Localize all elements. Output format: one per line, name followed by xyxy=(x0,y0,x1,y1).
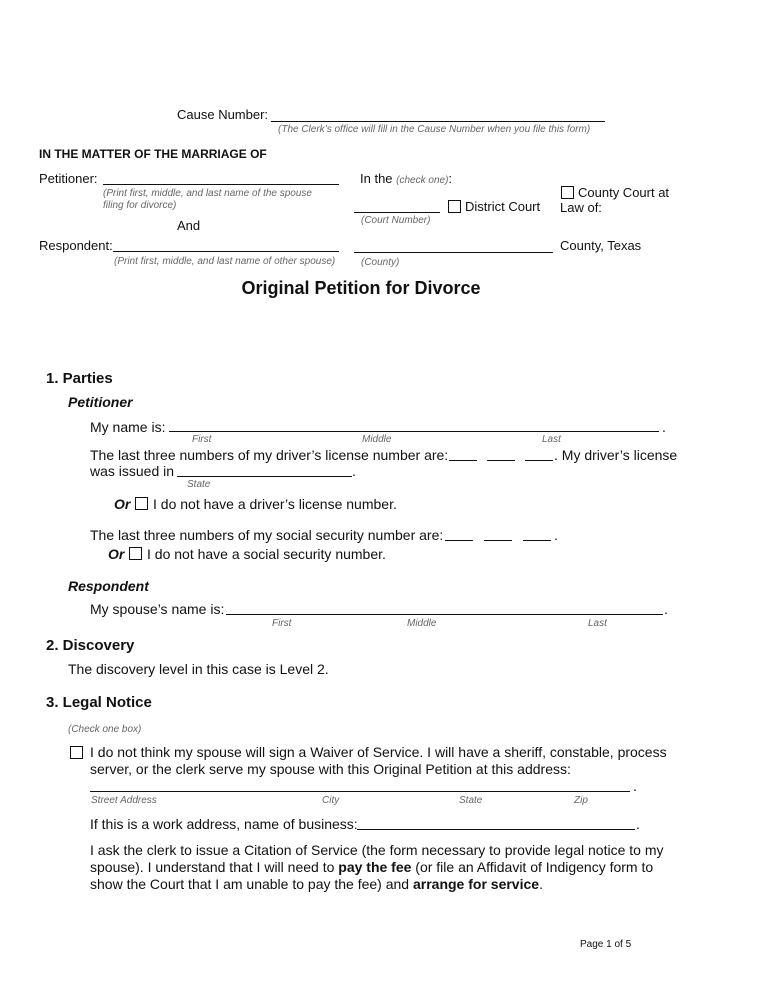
in-the-text: In the xyxy=(360,171,393,186)
ssn-period: . xyxy=(554,527,558,543)
my-name-period: . xyxy=(662,419,666,435)
or-label-dl: Or xyxy=(114,496,131,512)
court-number-note: (Court Number) xyxy=(361,215,431,226)
street-caption: Street Address xyxy=(91,795,157,806)
section-legal-notice-heading: 3. Legal Notice xyxy=(46,694,152,711)
citation-line2 xyxy=(90,859,653,875)
petitioner-note-1: (Print first, middle, and last name of the spouse xyxy=(103,188,312,199)
ssn-digit-1[interactable] xyxy=(445,540,473,541)
name-first-caption: First xyxy=(192,434,212,445)
cause-number-label: Cause Number: xyxy=(177,107,269,122)
ssn-digit-3[interactable] xyxy=(523,540,551,541)
service-option-checkbox[interactable] xyxy=(70,746,83,759)
county-court-label-1: County Court at xyxy=(578,185,670,200)
discovery-text: The discovery level in this case is Level 2. xyxy=(68,661,329,677)
respondent-name-field[interactable] xyxy=(113,251,339,252)
citation-line2-a: spouse). I understand that I will need to xyxy=(90,859,339,875)
city-caption: City xyxy=(322,795,340,806)
county-field[interactable] xyxy=(354,252,553,253)
spouse-first-caption: First xyxy=(272,618,292,629)
no-dl-checkbox[interactable] xyxy=(135,497,148,510)
district-court-checkbox[interactable] xyxy=(448,200,461,213)
citation-line3-c: . xyxy=(539,876,543,892)
dl-digit-1[interactable] xyxy=(449,460,477,461)
citation-line3 xyxy=(90,876,543,892)
dl-state-caption: State xyxy=(187,479,211,490)
in-the-colon: : xyxy=(448,171,453,186)
pay-the-fee-text: pay the fee xyxy=(338,859,412,875)
county-court-checkbox[interactable] xyxy=(561,186,574,199)
petitioner-name-field[interactable] xyxy=(103,184,339,185)
court-number-field[interactable] xyxy=(354,212,440,213)
dl-state-field[interactable] xyxy=(177,476,352,477)
spouse-name-field[interactable] xyxy=(226,614,663,615)
name-middle-caption: Middle xyxy=(362,434,392,445)
ssn-text: The last three numbers of my social security number are: xyxy=(90,527,444,543)
citation-line2-c: (or file an Affidavit of Indigency form to xyxy=(411,859,654,875)
check-one-note: (check one) xyxy=(396,175,449,186)
my-name-field[interactable] xyxy=(169,431,659,432)
work-business-period: . xyxy=(636,816,640,832)
petitioner-label: Petitioner: xyxy=(39,171,98,186)
cause-number-field[interactable] xyxy=(271,121,605,122)
petitioner-subheading: Petitioner xyxy=(68,394,133,410)
county-texas-label: County, Texas xyxy=(560,238,642,253)
check-one-box-note: (Check one box) xyxy=(68,724,142,735)
county-note: (County) xyxy=(361,257,400,268)
district-court-label: District Court xyxy=(465,199,541,214)
respondent-label: Respondent: xyxy=(39,238,113,253)
spouse-last-caption: Last xyxy=(588,618,607,629)
dl-text-a: The last three numbers of my driver’s license number are: xyxy=(90,447,449,463)
section-discovery-heading: 2. Discovery xyxy=(46,637,135,654)
ssn-digit-2[interactable] xyxy=(484,540,512,541)
no-ssn-label: I do not have a social security number. xyxy=(147,546,386,562)
zip-caption: Zip xyxy=(574,795,588,806)
my-name-label: My name is: xyxy=(90,419,166,435)
cause-number-note: (The Clerk’s office will fill in the Cause Number when you file this form) xyxy=(278,124,591,135)
service-option-line2: server, or the clerk serve my spouse with this Original Petition at this address: xyxy=(90,761,571,777)
dl-digit-3[interactable] xyxy=(525,460,553,461)
address-field[interactable] xyxy=(90,791,630,792)
dl-digit-2[interactable] xyxy=(487,460,515,461)
page-number: Page 1 of 5 xyxy=(580,939,632,950)
spouse-name-period: . xyxy=(664,601,668,617)
citation-line1: I ask the clerk to issue a Citation of Service (the form necessary to provide legal notice to my xyxy=(90,842,664,858)
dl-state-period: . xyxy=(352,463,356,479)
in-the-label xyxy=(360,171,452,186)
page-title: Original Petition for Divorce xyxy=(241,278,481,298)
respondent-note: (Print first, middle, and last name of other spouse) xyxy=(114,256,336,267)
no-ssn-checkbox[interactable] xyxy=(129,547,142,560)
work-business-label: If this is a work address, name of business: xyxy=(90,816,358,832)
or-label-ssn: Or xyxy=(108,546,125,562)
state-caption: State xyxy=(459,795,483,806)
and-label: And xyxy=(177,218,201,233)
address-period: . xyxy=(633,778,637,794)
dl-text-b: . My driver’s license xyxy=(554,447,678,463)
dl-issued-label: was issued in xyxy=(90,463,175,479)
section-parties-heading: 1. Parties xyxy=(46,370,113,387)
spouse-middle-caption: Middle xyxy=(407,618,437,629)
spouse-name-label: My spouse’s name is: xyxy=(90,601,225,617)
respondent-subheading: Respondent xyxy=(68,578,149,594)
service-option-line1: I do not think my spouse will sign a Waiver of Service. I will have a sheriff, constable, process xyxy=(90,744,667,760)
county-court-label-2: Law of: xyxy=(560,200,602,215)
name-last-caption: Last xyxy=(542,434,561,445)
citation-line3-a: show the Court that I am unable to pay the fee) and xyxy=(90,876,413,892)
arrange-for-service-text: arrange for service xyxy=(412,876,540,892)
matter-heading: IN THE MATTER OF THE MARRIAGE OF xyxy=(39,147,267,161)
petitioner-note-2: filing for divorce) xyxy=(103,200,177,211)
work-business-field[interactable] xyxy=(357,829,635,830)
no-dl-label: I do not have a driver’s license number. xyxy=(153,496,397,512)
